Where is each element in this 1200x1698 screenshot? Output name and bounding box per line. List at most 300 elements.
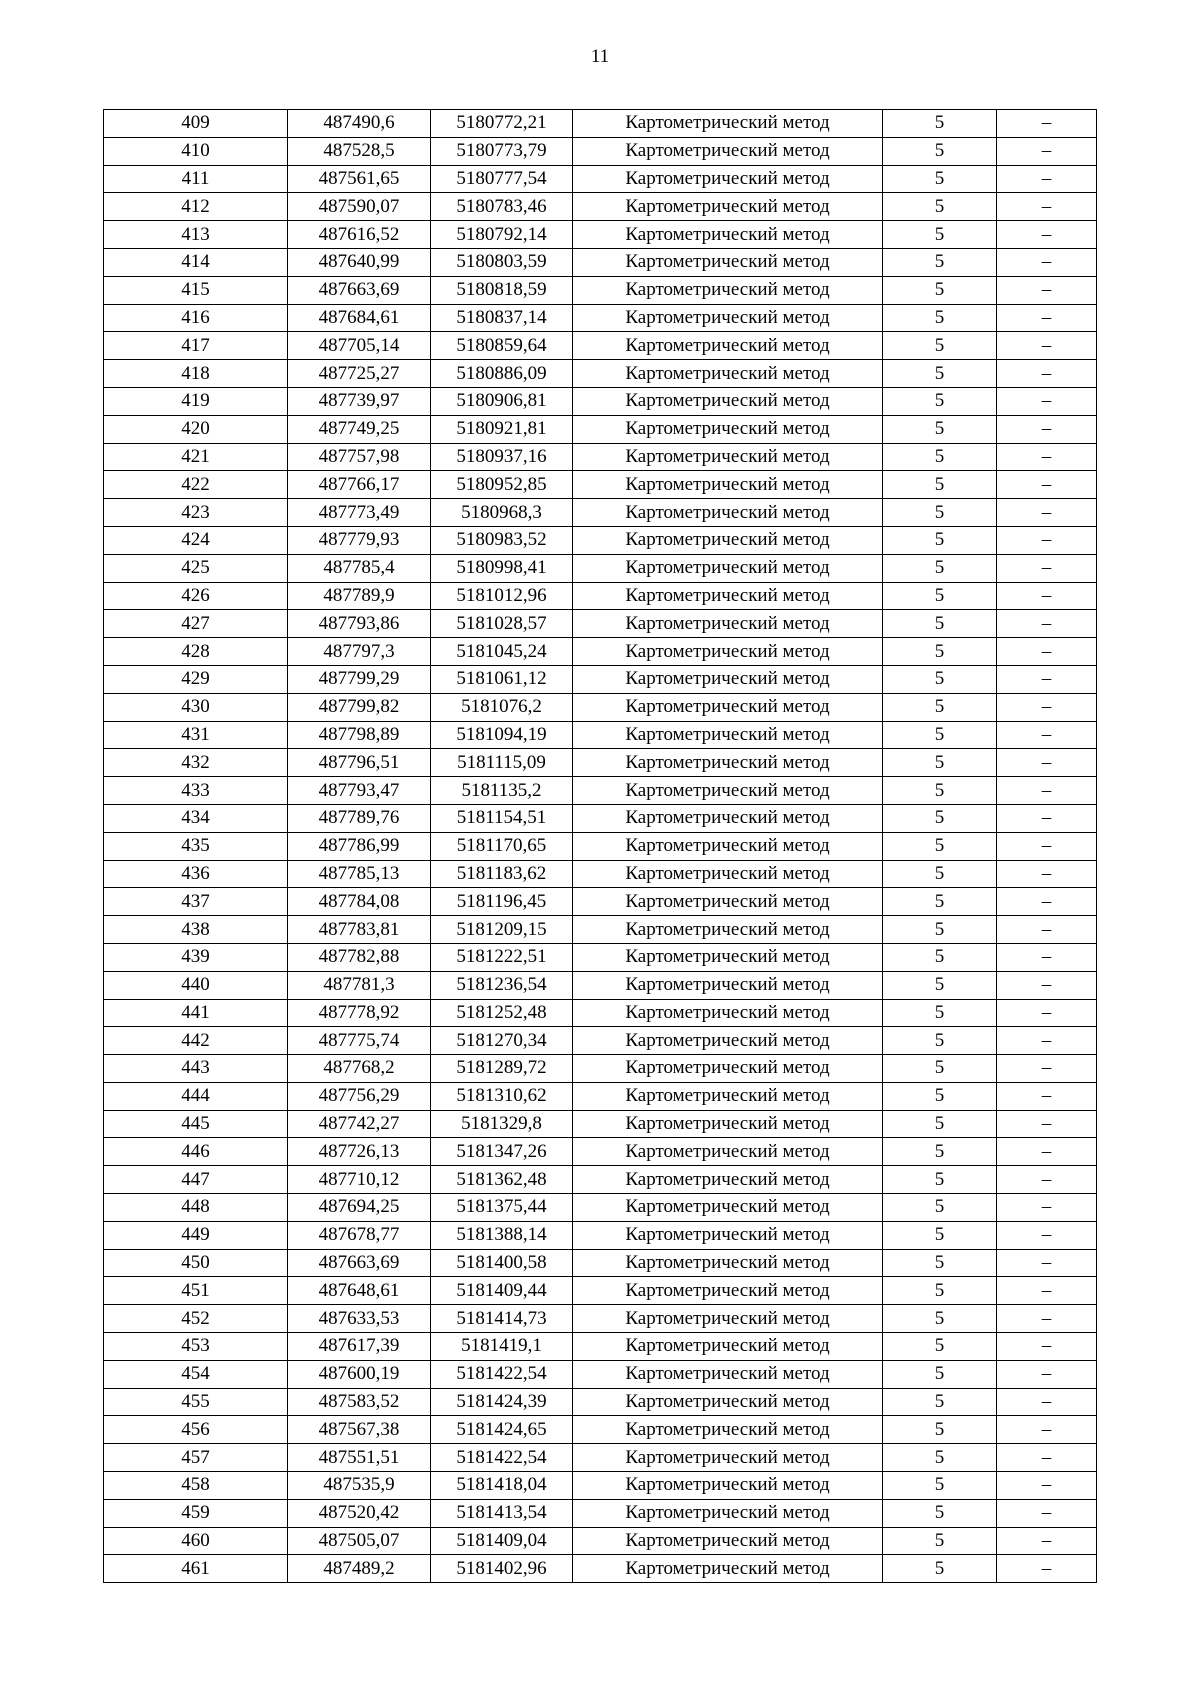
table-row (104, 443, 1097, 471)
table-row (104, 1082, 1097, 1110)
table-row (104, 693, 1097, 721)
method-cell: Картометрический метод (573, 1527, 883, 1555)
note-cell: – (997, 1082, 1097, 1110)
y-coordinate-cell: 5181413,54 (431, 1499, 573, 1527)
table-row (104, 499, 1097, 527)
y-coordinate-cell: 5181424,65 (431, 1416, 573, 1444)
point-number-cell: 435 (104, 832, 288, 860)
y-coordinate-cell: 5181347,26 (431, 1138, 573, 1166)
accuracy-cell: 5 (883, 1166, 997, 1194)
table-row (104, 165, 1097, 193)
x-coordinate-cell: 487749,25 (288, 415, 431, 443)
point-number-cell: 447 (104, 1166, 288, 1194)
method-cell: Картометрический метод (573, 1499, 883, 1527)
method-cell: Картометрический метод (573, 221, 883, 249)
method-cell: Картометрический метод (573, 916, 883, 944)
accuracy-cell: 5 (883, 582, 997, 610)
table-row (104, 1305, 1097, 1333)
accuracy-cell: 5 (883, 1055, 997, 1083)
note-cell: – (997, 693, 1097, 721)
table-row (104, 860, 1097, 888)
note-cell: – (997, 415, 1097, 443)
note-cell: – (997, 499, 1097, 527)
y-coordinate-cell: 5181422,54 (431, 1444, 573, 1472)
table-row (104, 999, 1097, 1027)
point-number-cell: 456 (104, 1416, 288, 1444)
note-cell: – (997, 248, 1097, 276)
x-coordinate-cell: 487781,3 (288, 971, 431, 999)
x-coordinate-cell: 487799,29 (288, 665, 431, 693)
accuracy-cell: 5 (883, 1110, 997, 1138)
accuracy-cell: 5 (883, 1527, 997, 1555)
table-row (104, 137, 1097, 165)
x-coordinate-cell: 487705,14 (288, 332, 431, 360)
note-cell: – (997, 471, 1097, 499)
method-cell: Картометрический метод (573, 1416, 883, 1444)
point-number-cell: 455 (104, 1388, 288, 1416)
note-cell: – (997, 332, 1097, 360)
note-cell: – (997, 916, 1097, 944)
y-coordinate-cell: 5181409,04 (431, 1527, 573, 1555)
accuracy-cell: 5 (883, 1555, 997, 1583)
x-coordinate-cell: 487766,17 (288, 471, 431, 499)
method-cell: Картометрический метод (573, 276, 883, 304)
method-cell: Картометрический метод (573, 1249, 883, 1277)
y-coordinate-cell: 5180921,81 (431, 415, 573, 443)
method-cell: Картометрический метод (573, 110, 883, 138)
table-row (104, 1472, 1097, 1500)
accuracy-cell: 5 (883, 1027, 997, 1055)
note-cell: – (997, 832, 1097, 860)
note-cell: – (997, 1249, 1097, 1277)
y-coordinate-cell: 5181012,96 (431, 582, 573, 610)
x-coordinate-cell: 487789,9 (288, 582, 431, 610)
note-cell: – (997, 888, 1097, 916)
point-number-cell: 416 (104, 304, 288, 332)
y-coordinate-cell: 5181409,44 (431, 1277, 573, 1305)
method-cell: Картометрический метод (573, 499, 883, 527)
note-cell: – (997, 1333, 1097, 1361)
x-coordinate-cell: 487757,98 (288, 443, 431, 471)
y-coordinate-cell: 5181375,44 (431, 1194, 573, 1222)
accuracy-cell: 5 (883, 221, 997, 249)
x-coordinate-cell: 487535,9 (288, 1472, 431, 1500)
accuracy-cell: 5 (883, 137, 997, 165)
point-number-cell: 446 (104, 1138, 288, 1166)
table-row (104, 1194, 1097, 1222)
note-cell: – (997, 1138, 1097, 1166)
y-coordinate-cell: 5180968,3 (431, 499, 573, 527)
accuracy-cell: 5 (883, 471, 997, 499)
table-row (104, 554, 1097, 582)
table-row (104, 971, 1097, 999)
method-cell: Картометрический метод (573, 554, 883, 582)
x-coordinate-cell: 487783,81 (288, 916, 431, 944)
point-number-cell: 436 (104, 860, 288, 888)
table-row (104, 582, 1097, 610)
point-number-cell: 409 (104, 110, 288, 138)
x-coordinate-cell: 487489,2 (288, 1555, 431, 1583)
y-coordinate-cell: 5180783,46 (431, 193, 573, 221)
note-cell: – (997, 1388, 1097, 1416)
method-cell: Картометрический метод (573, 332, 883, 360)
y-coordinate-cell: 5181076,2 (431, 693, 573, 721)
note-cell: – (997, 999, 1097, 1027)
point-number-cell: 442 (104, 1027, 288, 1055)
accuracy-cell: 5 (883, 665, 997, 693)
table-row (104, 777, 1097, 805)
point-number-cell: 441 (104, 999, 288, 1027)
accuracy-cell: 5 (883, 916, 997, 944)
point-number-cell: 437 (104, 888, 288, 916)
method-cell: Картометрический метод (573, 360, 883, 388)
y-coordinate-cell: 5180998,41 (431, 554, 573, 582)
table-row (104, 1444, 1097, 1472)
point-number-cell: 426 (104, 582, 288, 610)
y-coordinate-cell: 5181236,54 (431, 971, 573, 999)
y-coordinate-cell: 5180772,21 (431, 110, 573, 138)
accuracy-cell: 5 (883, 749, 997, 777)
accuracy-cell: 5 (883, 999, 997, 1027)
note-cell: – (997, 1055, 1097, 1083)
method-cell: Картометрический метод (573, 1194, 883, 1222)
note-cell: – (997, 165, 1097, 193)
method-cell: Картометрический метод (573, 248, 883, 276)
accuracy-cell: 5 (883, 110, 997, 138)
point-number-cell: 423 (104, 499, 288, 527)
accuracy-cell: 5 (883, 1416, 997, 1444)
x-coordinate-cell: 487663,69 (288, 276, 431, 304)
accuracy-cell: 5 (883, 943, 997, 971)
method-cell: Картометрический метод (573, 471, 883, 499)
x-coordinate-cell: 487789,76 (288, 804, 431, 832)
point-number-cell: 418 (104, 360, 288, 388)
table-row (104, 1416, 1097, 1444)
accuracy-cell: 5 (883, 1221, 997, 1249)
note-cell: – (997, 1555, 1097, 1583)
point-number-cell: 420 (104, 415, 288, 443)
table-row (104, 1055, 1097, 1083)
method-cell: Картометрический метод (573, 832, 883, 860)
x-coordinate-cell: 487793,47 (288, 777, 431, 805)
point-number-cell: 450 (104, 1249, 288, 1277)
point-number-cell: 459 (104, 1499, 288, 1527)
y-coordinate-cell: 5181424,39 (431, 1388, 573, 1416)
note-cell: – (997, 193, 1097, 221)
method-cell: Картометрический метод (573, 971, 883, 999)
note-cell: – (997, 1027, 1097, 1055)
y-coordinate-cell: 5181061,12 (431, 665, 573, 693)
note-cell: – (997, 943, 1097, 971)
point-number-cell: 444 (104, 1082, 288, 1110)
table-row (104, 721, 1097, 749)
accuracy-cell: 5 (883, 860, 997, 888)
y-coordinate-cell: 5181196,45 (431, 888, 573, 916)
table-row (104, 193, 1097, 221)
x-coordinate-cell: 487528,5 (288, 137, 431, 165)
x-coordinate-cell: 487739,97 (288, 387, 431, 415)
point-number-cell: 424 (104, 526, 288, 554)
accuracy-cell: 5 (883, 610, 997, 638)
note-cell: – (997, 1194, 1097, 1222)
point-number-cell: 440 (104, 971, 288, 999)
note-cell: – (997, 443, 1097, 471)
note-cell: – (997, 749, 1097, 777)
y-coordinate-cell: 5181402,96 (431, 1555, 573, 1583)
table-row (104, 749, 1097, 777)
y-coordinate-cell: 5181362,48 (431, 1166, 573, 1194)
note-cell: – (997, 1277, 1097, 1305)
point-number-cell: 421 (104, 443, 288, 471)
y-coordinate-cell: 5181135,2 (431, 777, 573, 805)
table-row (104, 610, 1097, 638)
x-coordinate-cell: 487583,52 (288, 1388, 431, 1416)
x-coordinate-cell: 487616,52 (288, 221, 431, 249)
x-coordinate-cell: 487775,74 (288, 1027, 431, 1055)
x-coordinate-cell: 487590,07 (288, 193, 431, 221)
accuracy-cell: 5 (883, 276, 997, 304)
y-coordinate-cell: 5181414,73 (431, 1305, 573, 1333)
table-row (104, 248, 1097, 276)
y-coordinate-cell: 5180952,85 (431, 471, 573, 499)
point-number-cell: 415 (104, 276, 288, 304)
method-cell: Картометрический метод (573, 304, 883, 332)
method-cell: Картометрический метод (573, 582, 883, 610)
point-number-cell: 428 (104, 638, 288, 666)
y-coordinate-cell: 5180937,16 (431, 443, 573, 471)
y-coordinate-cell: 5180792,14 (431, 221, 573, 249)
method-cell: Картометрический метод (573, 526, 883, 554)
accuracy-cell: 5 (883, 888, 997, 916)
x-coordinate-cell: 487742,27 (288, 1110, 431, 1138)
note-cell: – (997, 804, 1097, 832)
x-coordinate-cell: 487786,99 (288, 832, 431, 860)
accuracy-cell: 5 (883, 1444, 997, 1472)
accuracy-cell: 5 (883, 1277, 997, 1305)
note-cell: – (997, 1472, 1097, 1500)
point-number-cell: 411 (104, 165, 288, 193)
accuracy-cell: 5 (883, 304, 997, 332)
accuracy-cell: 5 (883, 1082, 997, 1110)
method-cell: Картометрический метод (573, 1333, 883, 1361)
accuracy-cell: 5 (883, 554, 997, 582)
point-number-cell: 414 (104, 248, 288, 276)
accuracy-cell: 5 (883, 443, 997, 471)
method-cell: Картометрический метод (573, 1027, 883, 1055)
accuracy-cell: 5 (883, 1249, 997, 1277)
accuracy-cell: 5 (883, 777, 997, 805)
y-coordinate-cell: 5180777,54 (431, 165, 573, 193)
accuracy-cell: 5 (883, 499, 997, 527)
accuracy-cell: 5 (883, 638, 997, 666)
y-coordinate-cell: 5181270,34 (431, 1027, 573, 1055)
method-cell: Картометрический метод (573, 1110, 883, 1138)
x-coordinate-cell: 487798,89 (288, 721, 431, 749)
table-row (104, 526, 1097, 554)
method-cell: Картометрический метод (573, 1388, 883, 1416)
method-cell: Картометрический метод (573, 888, 883, 916)
table-row (104, 221, 1097, 249)
x-coordinate-cell: 487633,53 (288, 1305, 431, 1333)
method-cell: Картометрический метод (573, 943, 883, 971)
x-coordinate-cell: 487551,51 (288, 1444, 431, 1472)
y-coordinate-cell: 5181209,15 (431, 916, 573, 944)
note-cell: – (997, 582, 1097, 610)
accuracy-cell: 5 (883, 1472, 997, 1500)
note-cell: – (997, 276, 1097, 304)
note-cell: – (997, 1110, 1097, 1138)
note-cell: – (997, 110, 1097, 138)
accuracy-cell: 5 (883, 1194, 997, 1222)
x-coordinate-cell: 487640,99 (288, 248, 431, 276)
x-coordinate-cell: 487785,13 (288, 860, 431, 888)
table-row (104, 1333, 1097, 1361)
x-coordinate-cell: 487756,29 (288, 1082, 431, 1110)
note-cell: – (997, 610, 1097, 638)
accuracy-cell: 5 (883, 360, 997, 388)
note-cell: – (997, 360, 1097, 388)
x-coordinate-cell: 487648,61 (288, 1277, 431, 1305)
point-number-cell: 427 (104, 610, 288, 638)
table-row (104, 1110, 1097, 1138)
y-coordinate-cell: 5181170,65 (431, 832, 573, 860)
method-cell: Картометрический метод (573, 749, 883, 777)
table-row (104, 916, 1097, 944)
table-row (104, 360, 1097, 388)
accuracy-cell: 5 (883, 1360, 997, 1388)
note-cell: – (997, 1416, 1097, 1444)
note-cell: – (997, 1221, 1097, 1249)
point-number-cell: 461 (104, 1555, 288, 1583)
method-cell: Картометрический метод (573, 1472, 883, 1500)
point-number-cell: 438 (104, 916, 288, 944)
point-number-cell: 413 (104, 221, 288, 249)
method-cell: Картометрический метод (573, 777, 883, 805)
accuracy-cell: 5 (883, 248, 997, 276)
point-number-cell: 417 (104, 332, 288, 360)
x-coordinate-cell: 487768,2 (288, 1055, 431, 1083)
y-coordinate-cell: 5181252,48 (431, 999, 573, 1027)
method-cell: Картометрический метод (573, 721, 883, 749)
note-cell: – (997, 971, 1097, 999)
accuracy-cell: 5 (883, 415, 997, 443)
table-row (104, 471, 1097, 499)
point-number-cell: 429 (104, 665, 288, 693)
point-number-cell: 449 (104, 1221, 288, 1249)
point-number-cell: 454 (104, 1360, 288, 1388)
note-cell: – (997, 1527, 1097, 1555)
x-coordinate-cell: 487600,19 (288, 1360, 431, 1388)
y-coordinate-cell: 5181045,24 (431, 638, 573, 666)
coordinates-table (103, 109, 1097, 1583)
y-coordinate-cell: 5180803,59 (431, 248, 573, 276)
note-cell: – (997, 1305, 1097, 1333)
table-row (104, 415, 1097, 443)
accuracy-cell: 5 (883, 1388, 997, 1416)
table-row (104, 1138, 1097, 1166)
method-cell: Картометрический метод (573, 665, 883, 693)
accuracy-cell: 5 (883, 804, 997, 832)
x-coordinate-cell: 487797,3 (288, 638, 431, 666)
y-coordinate-cell: 5181329,8 (431, 1110, 573, 1138)
accuracy-cell: 5 (883, 832, 997, 860)
y-coordinate-cell: 5181400,58 (431, 1249, 573, 1277)
accuracy-cell: 5 (883, 332, 997, 360)
point-number-cell: 430 (104, 693, 288, 721)
point-number-cell: 445 (104, 1110, 288, 1138)
point-number-cell: 412 (104, 193, 288, 221)
accuracy-cell: 5 (883, 165, 997, 193)
y-coordinate-cell: 5180773,79 (431, 137, 573, 165)
accuracy-cell: 5 (883, 1138, 997, 1166)
x-coordinate-cell: 487710,12 (288, 1166, 431, 1194)
point-number-cell: 453 (104, 1333, 288, 1361)
note-cell: – (997, 665, 1097, 693)
method-cell: Картометрический метод (573, 415, 883, 443)
y-coordinate-cell: 5181418,04 (431, 1472, 573, 1500)
x-coordinate-cell: 487490,6 (288, 110, 431, 138)
y-coordinate-cell: 5181388,14 (431, 1221, 573, 1249)
method-cell: Картометрический метод (573, 1055, 883, 1083)
y-coordinate-cell: 5180818,59 (431, 276, 573, 304)
accuracy-cell: 5 (883, 193, 997, 221)
coordinates-table-body (104, 110, 1097, 1583)
table-row (104, 1027, 1097, 1055)
x-coordinate-cell: 487617,39 (288, 1333, 431, 1361)
x-coordinate-cell: 487567,38 (288, 1416, 431, 1444)
note-cell: – (997, 1499, 1097, 1527)
x-coordinate-cell: 487799,82 (288, 693, 431, 721)
point-number-cell: 448 (104, 1194, 288, 1222)
note-cell: – (997, 1166, 1097, 1194)
method-cell: Картометрический метод (573, 137, 883, 165)
point-number-cell: 457 (104, 1444, 288, 1472)
table-row (104, 387, 1097, 415)
x-coordinate-cell: 487505,07 (288, 1527, 431, 1555)
y-coordinate-cell: 5181310,62 (431, 1082, 573, 1110)
method-cell: Картометрический метод (573, 804, 883, 832)
note-cell: – (997, 638, 1097, 666)
accuracy-cell: 5 (883, 721, 997, 749)
accuracy-cell: 5 (883, 971, 997, 999)
point-number-cell: 452 (104, 1305, 288, 1333)
accuracy-cell: 5 (883, 1305, 997, 1333)
method-cell: Картометрический метод (573, 1555, 883, 1583)
table-row (104, 304, 1097, 332)
method-cell: Картометрический метод (573, 387, 883, 415)
x-coordinate-cell: 487793,86 (288, 610, 431, 638)
table-row (104, 1499, 1097, 1527)
accuracy-cell: 5 (883, 1333, 997, 1361)
table-row (104, 638, 1097, 666)
table-row (104, 665, 1097, 693)
method-cell: Картометрический метод (573, 1305, 883, 1333)
y-coordinate-cell: 5181183,62 (431, 860, 573, 888)
x-coordinate-cell: 487782,88 (288, 943, 431, 971)
method-cell: Картометрический метод (573, 193, 883, 221)
note-cell: – (997, 1360, 1097, 1388)
method-cell: Картометрический метод (573, 165, 883, 193)
y-coordinate-cell: 5181094,19 (431, 721, 573, 749)
point-number-cell: 410 (104, 137, 288, 165)
y-coordinate-cell: 5181115,09 (431, 749, 573, 777)
note-cell: – (997, 554, 1097, 582)
note-cell: – (997, 304, 1097, 332)
method-cell: Картометрический метод (573, 1444, 883, 1472)
x-coordinate-cell: 487779,93 (288, 526, 431, 554)
method-cell: Картометрический метод (573, 610, 883, 638)
x-coordinate-cell: 487694,25 (288, 1194, 431, 1222)
